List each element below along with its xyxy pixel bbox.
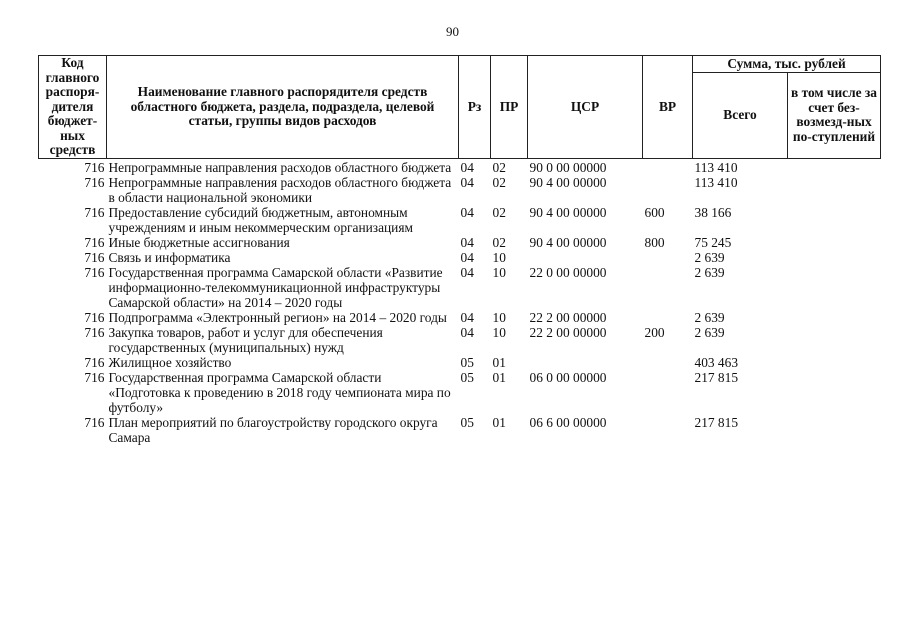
cell-code: 716	[84, 369, 105, 385]
cell-pr: 10	[492, 324, 506, 340]
cell-pr: 01	[492, 369, 506, 385]
cell-free	[788, 310, 881, 325]
cell-csr: 06 0 00 00000	[529, 369, 607, 385]
cell-vr	[643, 415, 693, 445]
cell-csr: 90 0 00 00000	[529, 159, 607, 175]
table-row	[39, 250, 881, 265]
cell-free	[788, 370, 881, 415]
cell-free	[788, 265, 881, 310]
header-vr: ВР	[643, 56, 693, 159]
cell-free	[788, 355, 881, 370]
cell-vr	[643, 355, 693, 370]
cell-csr: 22 0 00 00000	[529, 264, 607, 280]
budget-table	[38, 55, 881, 445]
cell-pr: 10	[492, 249, 506, 265]
cell-total: 403 463	[694, 354, 739, 370]
cell-code: 716	[84, 264, 105, 280]
cell-free	[788, 235, 881, 250]
cell-name: Закупка товаров, работ и услуг для обеспечения государственных (муниципальных) нужд	[108, 324, 383, 355]
cell-pr: 02	[492, 234, 506, 250]
cell-rz: 04	[460, 159, 474, 175]
cell-code: 716	[84, 324, 105, 340]
cell-rz: 05	[460, 354, 474, 370]
cell-name: Предоставление субсидий бюджетным, автономным учреждениям и иным некоммерческим организациям	[108, 204, 413, 235]
cell-pr: 01	[492, 354, 506, 370]
cell-free	[788, 175, 881, 205]
cell-vr	[643, 250, 693, 265]
cell-pr: 10	[492, 309, 506, 325]
cell-vr	[643, 310, 693, 325]
cell-total: 217 815	[694, 414, 739, 430]
header-name: Наименование главного распорядителя средств областного бюджета, раздела, подраздела, целевой статьи, группы видов расходов	[107, 56, 459, 159]
cell-code: 716	[84, 249, 105, 265]
cell-free	[788, 415, 881, 445]
cell-csr: 90 4 00 00000	[529, 174, 607, 190]
table-row	[39, 355, 881, 370]
cell-name: Связь и информатика	[108, 249, 231, 265]
cell-name: Государственная программа Самарской области «Подготовка к проведению в 2018 году чемпионата мира по футболу»	[108, 369, 451, 415]
cell-total: 113 410	[694, 159, 738, 175]
cell-free	[788, 205, 881, 235]
cell-name: Непрограммные направления расходов областного бюджета	[108, 159, 452, 175]
cell-code: 716	[84, 309, 105, 325]
cell-total: 2 639	[694, 249, 725, 265]
cell-pr: 02	[492, 174, 506, 190]
table-row	[39, 205, 881, 235]
page-number: 90	[446, 24, 459, 39]
cell-total: 2 639	[694, 324, 725, 340]
cell-total: 113 410	[694, 174, 738, 190]
cell-rz: 04	[460, 309, 474, 325]
cell-pr: 10	[492, 264, 506, 280]
table-row	[39, 325, 881, 355]
header-free: в том числе за счет без-возмезд-ных по-ступлений	[788, 73, 881, 159]
header-total: Всего	[693, 73, 788, 159]
cell-csr: 22 2 00 00000	[529, 324, 607, 340]
cell-vr: 800	[644, 234, 665, 250]
cell-code: 716	[84, 354, 105, 370]
table-row	[39, 415, 881, 445]
cell-rz: 05	[460, 369, 474, 385]
cell-pr: 02	[492, 204, 506, 220]
cell-rz: 04	[460, 264, 474, 280]
cell-name: Непрограммные направления расходов областного бюджета в области национальной экономики	[108, 174, 452, 205]
cell-csr: 22 2 00 00000	[529, 309, 607, 325]
cell-code: 716	[84, 414, 105, 430]
header-sum: Сумма, тыс. рублей	[693, 56, 881, 73]
cell-vr	[643, 175, 693, 205]
header-code: Код главного распоря-дителя бюджет-ных средств	[39, 56, 107, 159]
table-row	[39, 310, 881, 325]
table-row	[39, 158, 881, 175]
cell-total: 75 245	[694, 234, 732, 250]
table-row	[39, 370, 881, 415]
cell-name: Жилищное хозяйство	[108, 354, 232, 370]
cell-vr: 600	[644, 204, 665, 220]
cell-name: Государственная программа Самарской области «Развитие информационно-телекоммуникационной инфраструктуры Самарской области» на 2014 – 2020 годы	[108, 264, 443, 310]
cell-vr	[643, 158, 693, 175]
cell-csr: 90 4 00 00000	[529, 234, 607, 250]
table-body	[39, 158, 881, 445]
table-row	[39, 175, 881, 205]
cell-total: 2 639	[694, 264, 725, 280]
cell-rz: 04	[460, 324, 474, 340]
cell-csr	[528, 355, 643, 370]
cell-code: 716	[84, 159, 105, 175]
cell-name: План мероприятий по благоустройству городского округа Самара	[108, 414, 438, 445]
table-header	[39, 56, 881, 159]
cell-csr: 06 6 00 00000	[529, 414, 607, 430]
cell-free	[788, 158, 881, 175]
cell-name: Иные бюджетные ассигнования	[108, 234, 290, 250]
cell-code: 716	[84, 174, 105, 190]
cell-csr: 90 4 00 00000	[529, 204, 607, 220]
cell-vr: 200	[644, 324, 665, 340]
cell-code: 716	[84, 204, 105, 220]
header-csr: ЦСР	[528, 56, 643, 159]
cell-total: 217 815	[694, 369, 739, 385]
cell-rz: 04	[460, 249, 474, 265]
cell-vr	[643, 370, 693, 415]
cell-rz: 04	[460, 234, 474, 250]
cell-csr	[528, 250, 643, 265]
cell-name: Подпрограмма «Электронный регион» на 2014 – 2020 годы	[108, 309, 447, 325]
header-rz: Рз	[459, 56, 491, 159]
cell-code: 716	[84, 234, 105, 250]
cell-total: 38 166	[694, 204, 732, 220]
table-row	[39, 235, 881, 250]
cell-pr: 01	[492, 414, 506, 430]
cell-free	[788, 250, 881, 265]
cell-rz: 04	[460, 204, 474, 220]
cell-rz: 04	[460, 174, 474, 190]
cell-vr	[643, 265, 693, 310]
table-row	[39, 265, 881, 310]
cell-total: 2 639	[694, 309, 725, 325]
header-pr: ПР	[491, 56, 528, 159]
cell-rz: 05	[460, 414, 474, 430]
cell-pr: 02	[492, 159, 506, 175]
cell-free	[788, 325, 881, 355]
